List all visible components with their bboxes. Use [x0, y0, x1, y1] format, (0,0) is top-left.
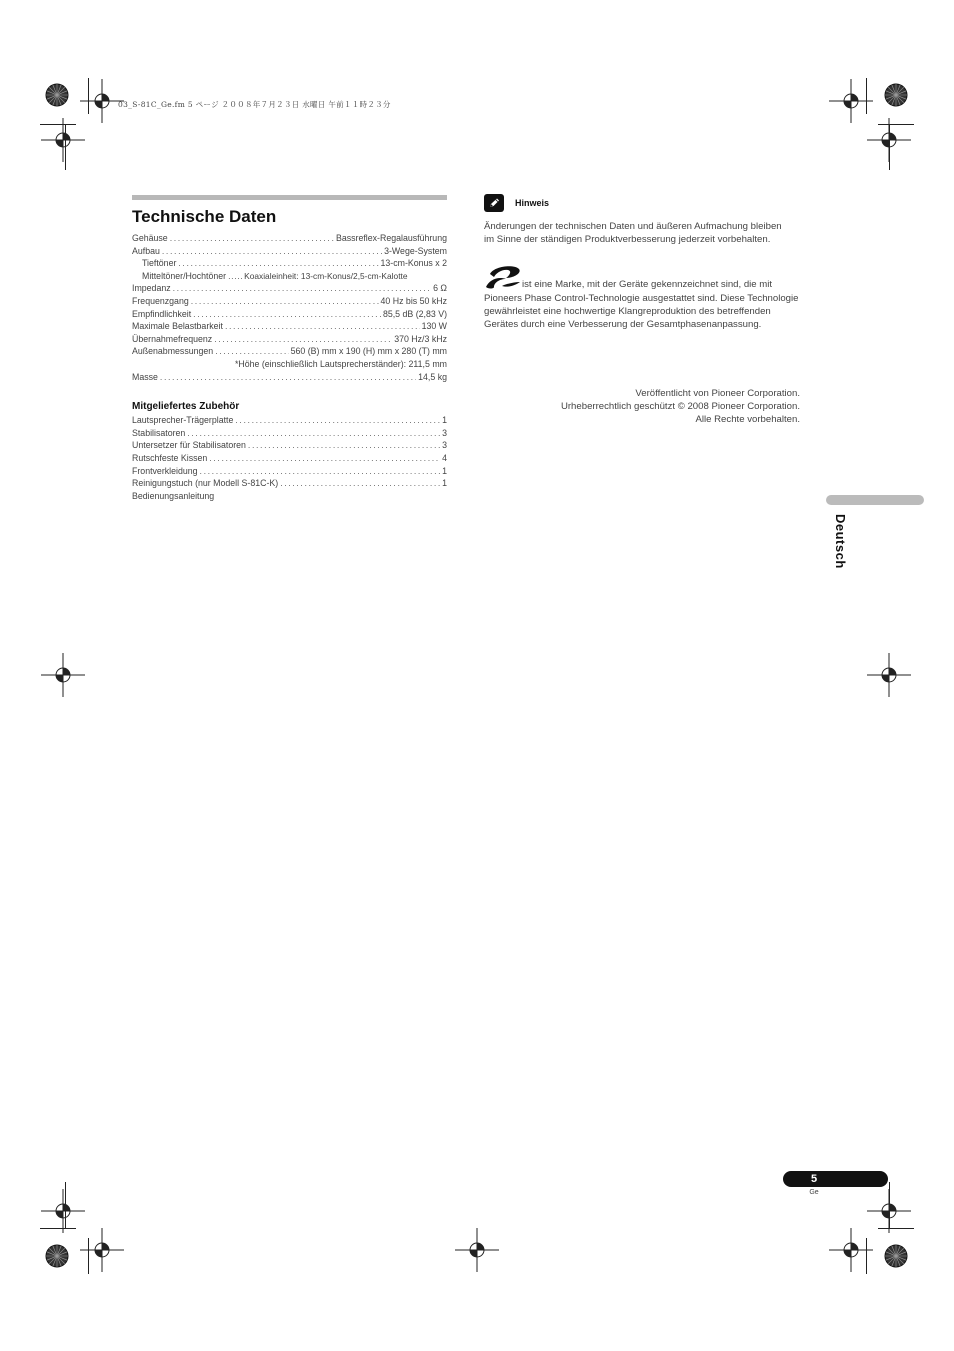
accessory-row: [132, 452, 447, 465]
spec-value: 130 W: [421, 321, 447, 332]
accessory-row: [132, 465, 447, 478]
publisher-info: [484, 387, 800, 426]
spec-value: Koaxialeinheit: 13-cm-Konus/2,5-cm-Kalotte: [244, 270, 408, 281]
leader-dots: [162, 245, 382, 258]
leader-dots: [280, 477, 440, 490]
spec-row: [132, 295, 447, 308]
spec-value: 6 Ω: [433, 283, 447, 294]
spec-label: Übernahmefrequenz: [132, 333, 213, 344]
note-header: [484, 193, 800, 213]
note-label: Hinweis: [515, 198, 550, 208]
leader-dots: [200, 465, 441, 478]
accessory-row: Bedienungsanleitung: [132, 490, 215, 501]
accessory-row: [132, 477, 447, 490]
accessory-label: Reinigungstuch (nur Modell S-81C-K): [132, 478, 279, 489]
spec-row: [132, 257, 447, 270]
spec-label: Impedanz: [132, 283, 171, 294]
page-number-pill: [783, 1171, 888, 1187]
spec-row: [132, 270, 447, 283]
accessory-label: Frontverkleidung: [132, 465, 198, 476]
accessory-count: 4: [442, 452, 447, 463]
note-section: [484, 193, 800, 331]
accessory-row: [132, 414, 447, 427]
leader-dots: [209, 452, 440, 465]
leader-dots: [193, 308, 381, 321]
leader-dots: [173, 282, 431, 295]
spec-value: 40 Hz bis 50 kHz: [380, 295, 447, 306]
leader-dots: [228, 270, 242, 283]
spec-value: Bassreflex-Regalausführung: [335, 233, 447, 243]
page-language-code: Ge: [809, 1189, 819, 1196]
accessory-label: Untersetzer für Stabilisatoren: [132, 440, 246, 451]
accessory-count: 1: [442, 415, 447, 426]
accessory-count: 1: [442, 465, 447, 476]
spec-list: [132, 232, 447, 383]
spec-row: [132, 232, 447, 245]
accessories-list: [132, 414, 447, 502]
note-text: Änderungen der technischen Daten und äußeren Aufmachung bleiben im Sinne der ständigen Produktverbesserung jederzeit vorbehalten.: [484, 221, 782, 246]
spec-value: 560 (B) mm x 190 (H) mm x 280 (T) mm: [290, 346, 447, 357]
print-header: 03_S-81C_Ge.fm 5 ページ ２００８年７月２３日 水曜日 午前１１時２３分: [118, 100, 391, 109]
rights-line: Alle Rechte vorbehalten.: [695, 414, 800, 425]
spec-label: Aufbau: [132, 245, 160, 256]
leader-dots: [225, 320, 420, 333]
page-number: 5: [810, 1173, 818, 1185]
language-tab-bar: [826, 495, 924, 505]
accessory-label: Rutschfeste Kissen: [132, 452, 208, 463]
accessory-count: 1: [442, 478, 447, 489]
leader-dots: [170, 232, 334, 245]
spec-label: Masse: [132, 371, 158, 382]
dimension-note: *Höhe (einschließlich Lautsprecherständer): 211,5 mm: [234, 358, 447, 369]
spec-label: Frequenzgang: [132, 295, 189, 306]
spec-value: 14,5 kg: [418, 371, 447, 382]
spec-value: 370 Hz/3 kHz: [394, 333, 447, 344]
phase-control-block: [484, 264, 800, 331]
spec-label: Maximale Belastbarkeit: [132, 321, 223, 332]
spec-label: Tieftöner: [142, 258, 177, 269]
phase-control-text: ist eine Marke, mit der Geräte gekennzeichnet sind, die mit Pioneers Phase Control-Technologie ausgestattet sind. Diese Technologie gewährleistet eine hochwertige Klangreproduktion des betreffenden Gerätes durch eine Verbesserung der Gesamtphasenanpassung.: [484, 279, 799, 331]
pencil-note-icon: [484, 194, 504, 212]
copyright-line: Urheberrechtlich geschützt © 2008 Pioneer Corporation.: [560, 401, 800, 412]
spec-label: Gehäuse: [132, 233, 168, 243]
leader-dots: [214, 333, 392, 346]
spec-label: Mitteltöner/Hochtöner: [142, 270, 227, 281]
technical-data-section: [132, 195, 447, 502]
spec-value: 3-Wege-System: [384, 245, 447, 256]
leader-dots: [215, 345, 288, 358]
leader-dots: [187, 427, 440, 440]
phase-control-logo: [484, 264, 522, 290]
accessories-heading: Mitgeliefertes Zubehör: [132, 401, 240, 413]
leader-dots: [235, 414, 440, 427]
spec-row: [132, 333, 447, 346]
accessory-count: 3: [442, 440, 447, 451]
language-tab-label: Deutsch: [833, 514, 848, 569]
leader-dots: [178, 257, 378, 270]
accessory-count: 3: [442, 427, 447, 438]
spec-row: [132, 245, 447, 258]
publisher-line: Veröffentlicht von Pioneer Corporation.: [635, 388, 800, 399]
spec-row: [132, 308, 447, 321]
leader-dots: [248, 439, 440, 452]
spec-row: [132, 282, 447, 295]
spec-row: [132, 345, 447, 358]
accessory-row: [132, 439, 447, 452]
spec-row: [132, 371, 447, 384]
title-rule: [132, 195, 447, 200]
page-title: Technische Daten: [132, 207, 277, 226]
spec-label: Empfindlichkeit: [132, 308, 192, 319]
accessory-row: [132, 427, 447, 440]
spec-row: [132, 320, 447, 333]
leader-dots: [160, 371, 416, 384]
accessory-label: Lautsprecher-Trägerplatte: [132, 415, 234, 426]
leader-dots: [191, 295, 379, 308]
accessory-label: Stabilisatoren: [132, 427, 186, 438]
spec-value: 85,5 dB (2,83 V): [382, 308, 447, 319]
spec-label: Außenabmessungen: [132, 346, 214, 357]
spec-value: 13-cm-Konus x 2: [380, 258, 447, 269]
